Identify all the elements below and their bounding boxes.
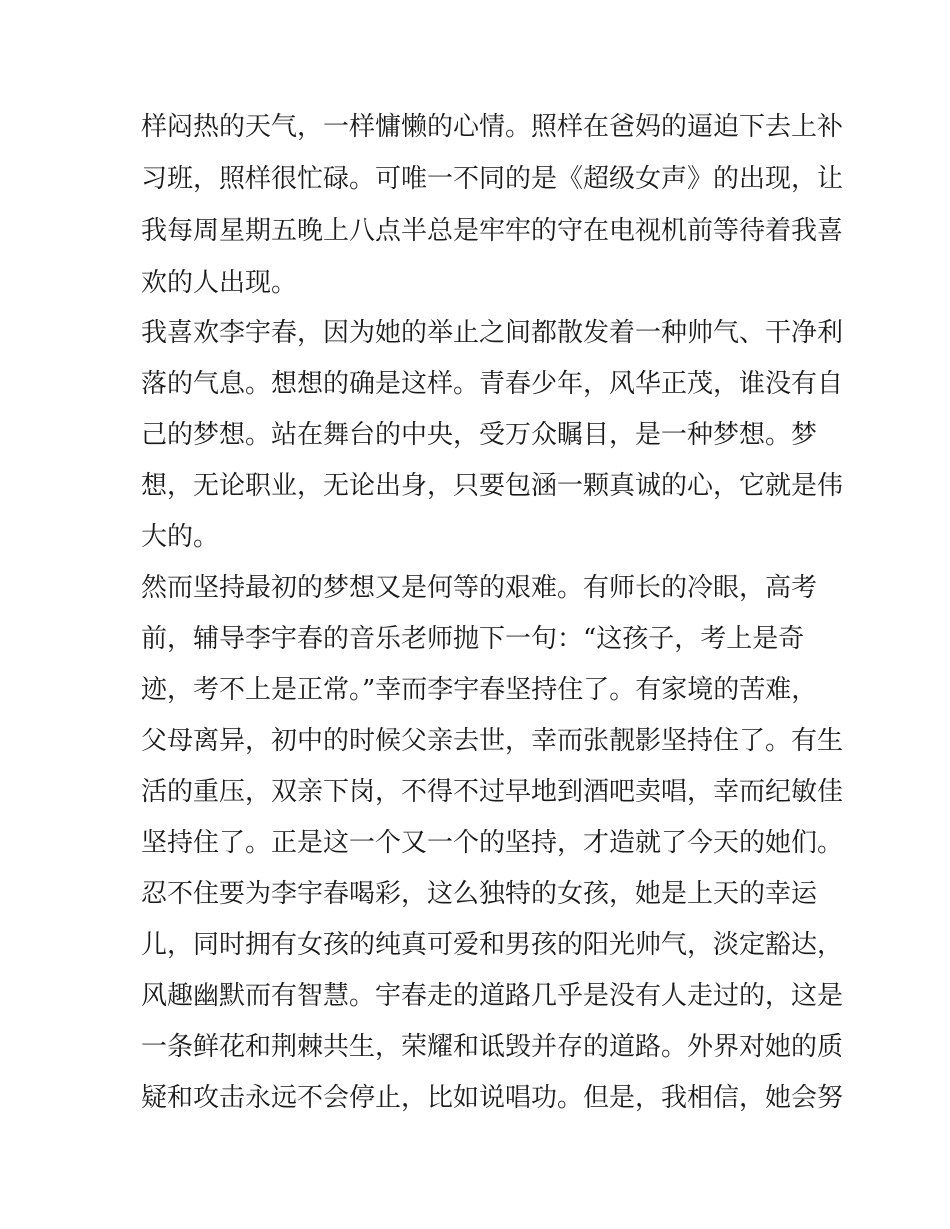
- text-line: 忍不住要为李宇春喝彩，这么独特的女孩，她是上天的幸运: [141, 879, 818, 909]
- text-line: 坚持住了。正是这一个又一个的坚持，才造就了今天的她们。: [141, 828, 844, 858]
- text-line: 想，无论职业，无论出身，只要包涵一颗真诚的心，它就是伟: [141, 471, 844, 501]
- text-line: 前，辅导李宇春的音乐老师抛下一句：“这孩子，考上是奇: [141, 624, 805, 654]
- text-line: 己的梦想。站在舞台的中央，受万众瞩目，是一种梦想。梦: [141, 420, 818, 450]
- text-line: 大的。: [141, 522, 220, 552]
- text-line: 落的气息。想想的确是这样。青春少年，风华正茂，谁没有自: [141, 369, 844, 399]
- text-line: 欢的人出现。: [141, 268, 298, 298]
- text-line: 样闷热的天气，一样慵懒的心情。照样在爸妈的逼迫下去上补: [141, 112, 844, 142]
- text-line: 我喜欢李宇春，因为她的举止之间都散发着一种帅气、干净利: [141, 318, 844, 348]
- text-line: 然而坚持最初的梦想又是何等的艰难。有师长的冷眼，高考: [141, 573, 818, 603]
- text-line: 风趣幽默而有智慧。宇春走的道路几乎是没有人走过的，这是: [141, 981, 844, 1011]
- text-line: 我每周星期五晚上八点半总是牢牢的守在电视机前等待着我喜: [141, 216, 844, 246]
- text-line: 父母离异，初中的时候父亲去世，幸而张靓影坚持住了。有生: [141, 726, 844, 756]
- text-line: 迹，考不上是正常。”幸而李宇春坚持住了。有家境的苦难，: [141, 675, 818, 705]
- text-line: 活的重压，双亲下岗，不得不过早地到酒吧卖唱，幸而纪敏佳: [141, 777, 844, 807]
- text-line: 习班，照样很忙碌。可唯一不同的是《超级女声》的出现，让: [141, 164, 844, 194]
- text-line: 儿，同时拥有女孩的纯真可爱和男孩的阳光帅气，淡定豁达，: [141, 930, 844, 960]
- text-line: 疑和攻击永远不会停止，比如说唱功。但是，我相信，她会努: [141, 1083, 844, 1113]
- text-line: 一条鲜花和荆棘共生，荣耀和诋毁并存的道路。外界对她的质: [141, 1032, 844, 1062]
